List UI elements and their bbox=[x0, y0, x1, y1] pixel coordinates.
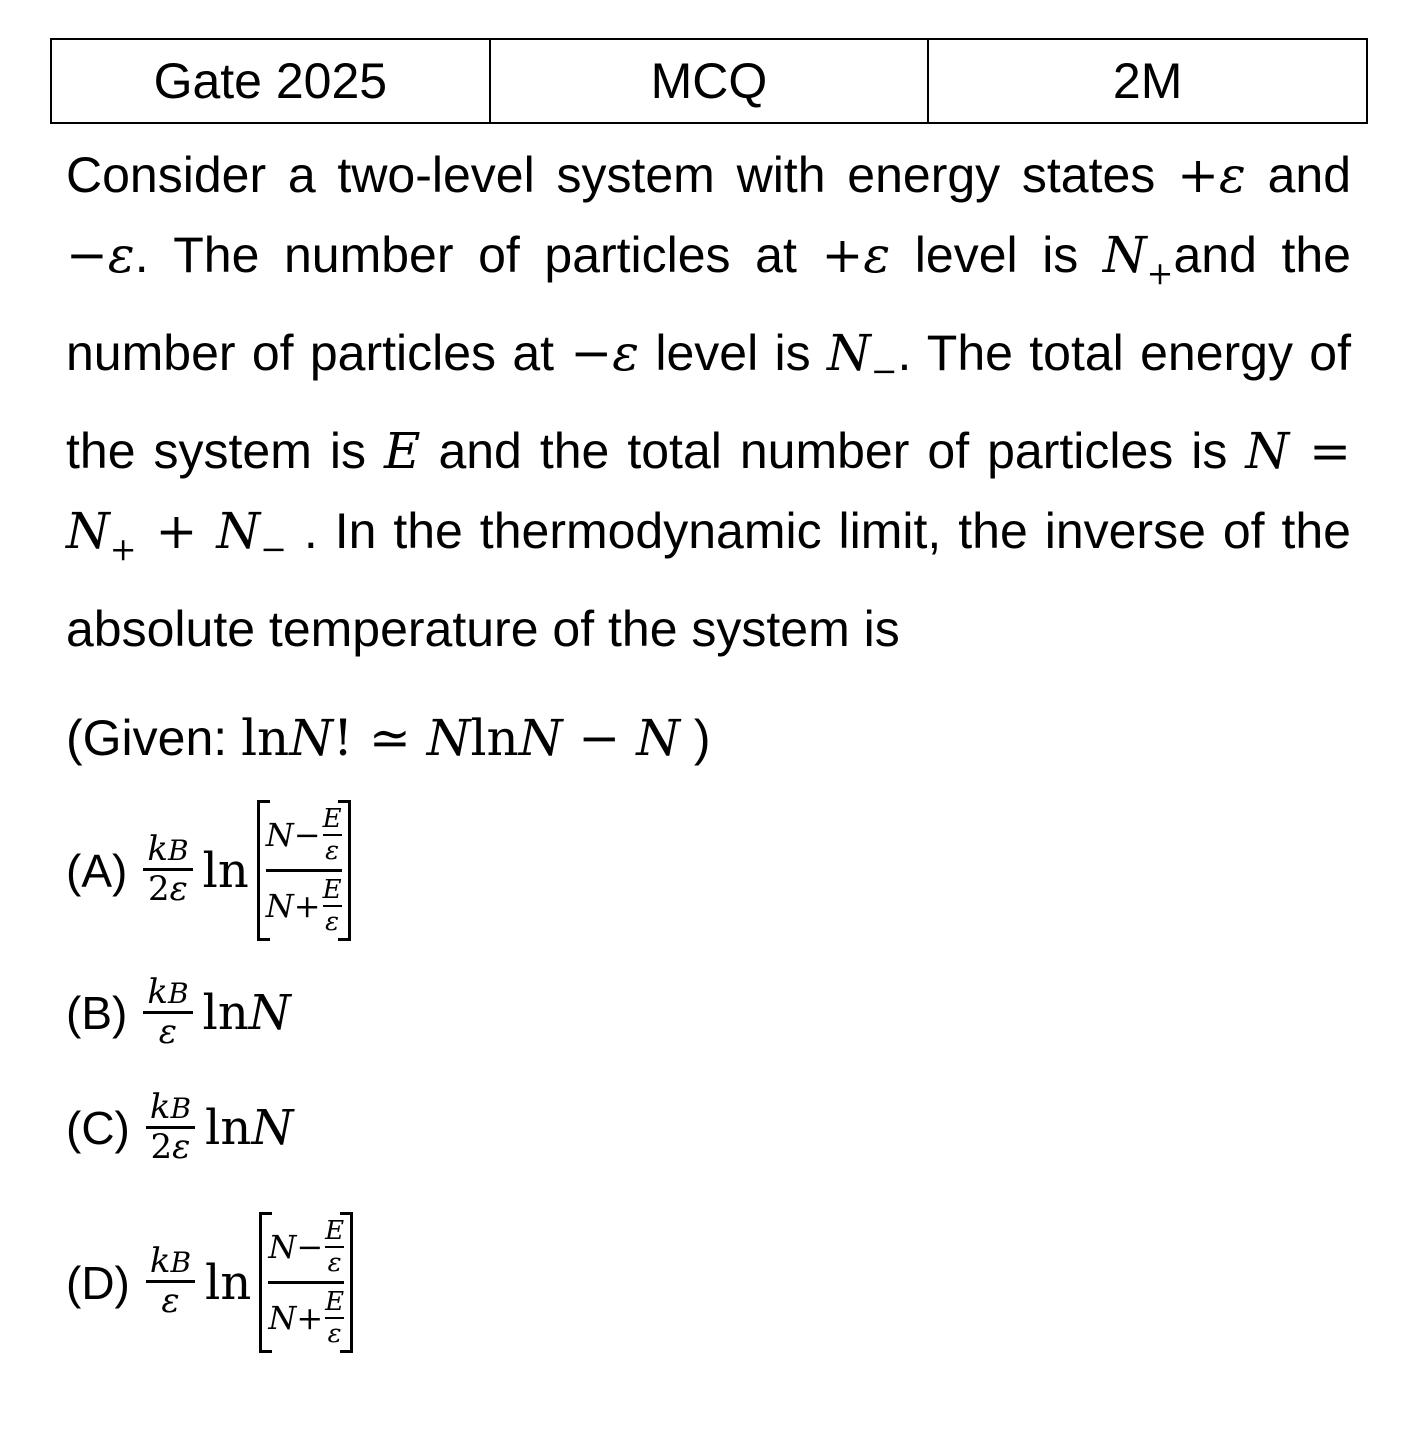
option-b-label: (B) bbox=[66, 987, 128, 1040]
option-c-coefficient: $\frac{kB}{2\varepsilon}$ bbox=[146, 1090, 195, 1166]
option-d-bracket: N− $\frac{E}{\varepsilon}$ N+ $\frac{E}{\varepsilon}$ bbox=[259, 1212, 353, 1353]
option-d-label: (D) bbox=[66, 1256, 130, 1309]
option-b[interactable]: (B) $\frac{kB}{\varepsilon}$ lnN bbox=[66, 972, 291, 1052]
type-cell: MCQ bbox=[490, 39, 929, 123]
option-a[interactable]: (A) $\frac{kB}{2\varepsilon}$ ln N− $\frac{E}{\varepsilon}$ N+ $\frac{E}{\varepsilon}$ bbox=[66, 800, 351, 941]
question-text: Consider a two-level system with energy states +ε and −ε. The number of particles at +ε level is $N_+and$ the number of particles at −ε level is $N_-$. The total energy of the system is E and the total number of particles is $N = N_+ + N_-$ . In the thermodynamic limit, the inverse of the absolute temperature of the system is bbox=[66, 146, 1351, 657]
option-c[interactable]: (C) $\frac{kB}{2\varepsilon}$ lnN bbox=[66, 1087, 294, 1167]
header-table bbox=[50, 38, 1368, 124]
option-a-label: (A) bbox=[66, 844, 128, 897]
option-a-bracket: N− $\frac{E}{\varepsilon}$ N+ $\frac{E}{\varepsilon}$ bbox=[257, 800, 351, 941]
exam-cell: Gate 2025 bbox=[51, 39, 490, 123]
option-d[interactable]: (D) $\frac{kB}{\varepsilon}$ ln N− $\frac{E}{\varepsilon}$ N+ $\frac{E}{\varepsilon}$ bbox=[66, 1212, 353, 1353]
option-c-label: (C) bbox=[66, 1102, 130, 1155]
option-b-coefficient: $\frac{kB}{\varepsilon}$ bbox=[143, 975, 192, 1051]
option-d-coefficient: $\frac{kB}{\varepsilon}$ bbox=[146, 1244, 195, 1320]
option-a-coefficient: $\frac{kB}{2\varepsilon}$ bbox=[143, 832, 192, 908]
marks-cell: 2M bbox=[928, 39, 1367, 123]
given-hint: (Given: lnN! ≃ NlnN − N ) bbox=[66, 709, 711, 767]
